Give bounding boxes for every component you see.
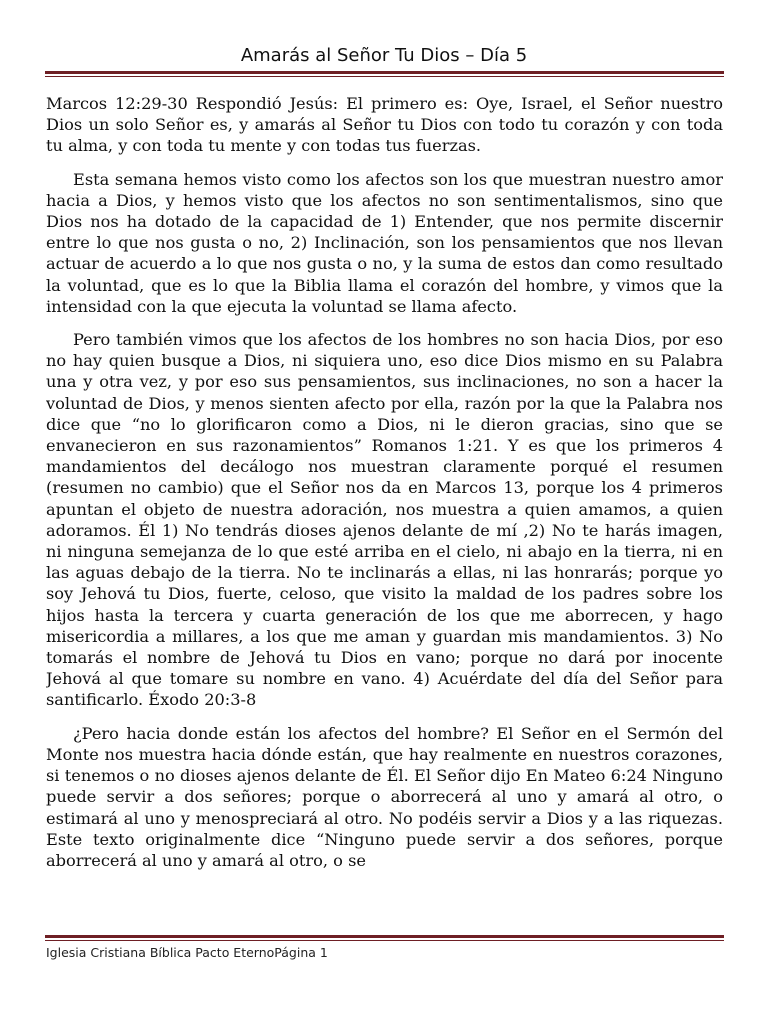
footer-rule (45, 935, 724, 941)
header-rule-thick (45, 71, 724, 74)
header-rule (45, 71, 724, 77)
footer-rule-thick (45, 935, 724, 938)
paragraph-scripture: Marcos 12:29-30 Respondió Jesús: El primero es: Oye, Israel, el Señor nuestro Dios un solo Señor es, y amarás al Señor tu Dios con todo tu corazón y con toda tu alma, y con toda tu mente y con todas tus fuerzas. (46, 94, 723, 156)
document-body (46, 93, 723, 923)
paragraph-mandamientos: Pero también vimos que los afectos de los hombres no son hacia Dios, por eso no hay quien busque a Dios, ni siquiera uno, eso dice Dios mismo en su Palabra una y otra vez, y por eso sus pensamientos, sus inclinaciones, no son a hacer la voluntad de Dios, y menos sienten afecto por ella, razón por la que la Palabra nos dice que “no lo glorificaron como a Dios, ni le dieron gracias, sino que se envanecieron en sus razonamientos” Romanos 1:21. Y es que los primeros 4 mandamientos del decálogo nos muestran claramente porqué el resumen (resumen no cambio) que el Señor nos da en Marcos 13, porque los 4 primeros apuntan el objeto de nuestra adoración, nos muestra a quien amamos, a quien adoramos. Él 1) No tendrás dioses ajenos delante de mí ,2) No te harás imagen, ni ninguna semejanza de lo que esté arriba en el cielo, ni abajo en la tierra, ni en las aguas debajo de la tierra. No te inclinarás a ellas, ni las honrarás; porque yo soy Jehová tu Dios, fuerte, celoso, que visito la maldad de los padres sobre los hijos hasta la tercera y cuarta generación de los que me aborrecen, y hago misericordia a millares, a los que me aman y guardan mis mandamientos. 3) No tomarás el nombre de Jehová tu Dios en vano; porque no dará por inocente Jehová al que tomare su nombre en vano. 4) Acuérdate del día del Señor para santificarlo. Éxodo 20:3-8 (46, 330, 723, 710)
footer-rule-thin (45, 940, 724, 941)
page-title: Amarás al Señor Tu Dios – Día 5 (240, 45, 528, 66)
page-footer: Iglesia Cristiana Bíblica Pacto EternoPágina 1 (46, 945, 328, 960)
paragraph-sermon: ¿Pero hacia donde están los afectos del hombre? El Señor en el Sermón del Monte nos muestra hacia dónde están, que hay realmente en nuestros corazones, si tenemos o no dioses ajenos delante de Él. El Señor dijo En Mateo 6:24 Ninguno puede servir a dos señores; porque o aborrecerá al uno y amará al otro, o estimará al uno y menospreciará al otro. No podéis servir a Dios y a las riquezas. Este texto originalmente dice “Ninguno puede servir a dos señores, porque aborrecerá al uno y amará al otro, o se (46, 723, 723, 870)
paragraph-afectos: Esta semana hemos visto como los afectos son los que muestran nuestro amor hacia a Dios, y hemos visto que los afectos no son sentimentalismos, sino que Dios nos ha dotado de la capacidad de 1) Entender, que nos permite discernir entre lo que nos gusta o no, 2) Inclinación, son los pensamientos que nos llevan actuar de acuerdo a lo que nos gusta o no, y la suma de estos dan como resultado la voluntad, que es lo que la Biblia llama el corazón del hombre, y vimos que la intensidad con la que ejecuta la voluntad se llama afecto. (46, 169, 723, 316)
header-rule-thin (45, 76, 724, 77)
